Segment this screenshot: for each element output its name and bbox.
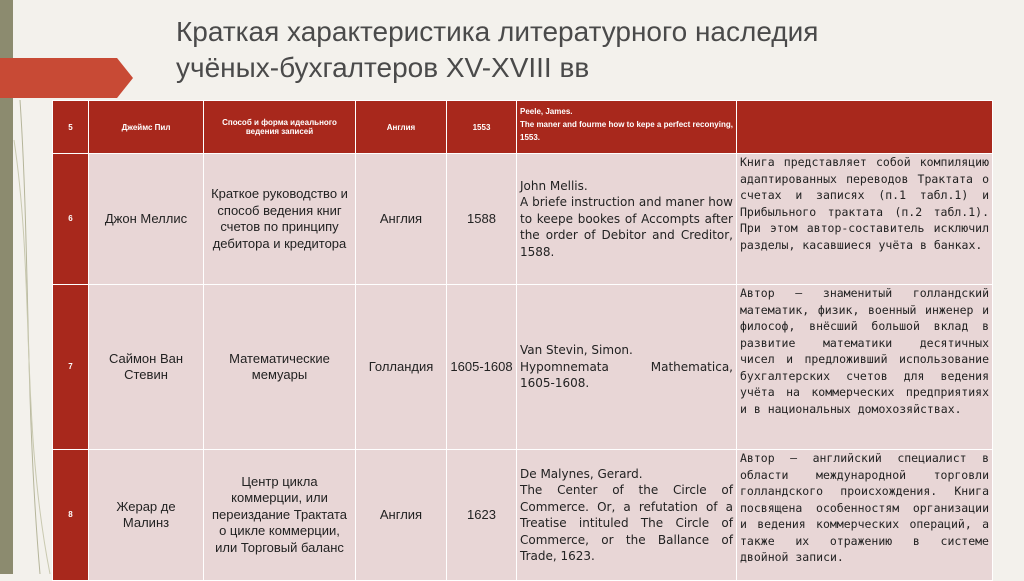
author-cell: Джеймс Пил bbox=[89, 101, 204, 154]
publication-title: The maner and fourme how to kepe a perfect reconying, 1553. bbox=[520, 120, 733, 142]
publication-cell bbox=[517, 450, 737, 581]
year-cell: 1623 bbox=[447, 450, 517, 581]
table-row bbox=[53, 450, 993, 581]
note-cell: Автор – английский специалист в области международной торговли голландского происхождения. Книга посвящена особенностям организации и ведения коммерческих операций, а также их отражению в системе двойной записи. bbox=[737, 450, 993, 581]
row-number: 7 bbox=[53, 285, 89, 450]
table-row bbox=[53, 285, 993, 450]
author-cell: Джон Меллис bbox=[89, 154, 204, 285]
publication-cell bbox=[517, 101, 737, 154]
work-title-cell: Способ и форма идеального ведения записей bbox=[204, 101, 356, 154]
year-cell: 1588 bbox=[447, 154, 517, 285]
title-arrow-banner bbox=[0, 58, 133, 98]
year-cell: 1605-1608 bbox=[447, 285, 517, 450]
heritage-table bbox=[52, 100, 993, 581]
work-title-cell: Математические мемуары bbox=[204, 285, 356, 450]
note-cell: Книга представляет собой компиляцию адаптированных переводов Трактата о счетах и записях (п.1 табл.1) и Прибыльного трактата (п.2 табл.1). При этом автор-составитель исключил разделы, касавшиеся учёта в банках. bbox=[737, 154, 993, 285]
country-cell: Голландия bbox=[356, 285, 447, 450]
title-line-2: учёных-бухгалтеров XV-XVIII вв bbox=[176, 52, 590, 83]
publication-author: Van Stevin, Simon. bbox=[520, 343, 633, 358]
row-number: 6 bbox=[53, 154, 89, 285]
title-line-1: Краткая характеристика литературного наследия bbox=[176, 16, 819, 47]
page-title bbox=[176, 14, 996, 86]
country-cell: Англия bbox=[356, 450, 447, 581]
table-row bbox=[53, 101, 993, 154]
publication-cell bbox=[517, 285, 737, 450]
author-cell: Жерар де Малинз bbox=[89, 450, 204, 581]
country-cell: Англия bbox=[356, 154, 447, 285]
publication-author: De Malynes, Gerard. bbox=[520, 466, 643, 481]
publication-author: Peele, James. bbox=[520, 107, 573, 116]
publication-title: The Center of the Circle of Commerce. Or, a refutation of a Treatise intituled The Circle of Commerce, or the Ballance of Trade, 1623. bbox=[520, 483, 733, 563]
row-number: 5 bbox=[53, 101, 89, 154]
note-cell: Автор – знаменитый голландский математик, физик, военный инженер и философ, внёсший большой вклад в развитие математики десятичных чисел и предложивший использование бухгалтерских счетов для ведения учёта на коммерческих предприятиях и в национальных домохозяйствах. bbox=[737, 285, 993, 450]
table-row bbox=[53, 154, 993, 285]
decorative-lines bbox=[0, 100, 60, 574]
year-cell: 1553 bbox=[447, 101, 517, 154]
work-title-cell: Краткое руководство и способ ведения книг счетов по принципу дебитора и кредитора bbox=[204, 154, 356, 285]
publication-title: Hypomnemata Mathematica, 1605-1608. bbox=[520, 359, 733, 391]
country-cell: Англия bbox=[356, 101, 447, 154]
row-number: 8 bbox=[53, 450, 89, 581]
author-cell: Саймон Ван Стевин bbox=[89, 285, 204, 450]
note-cell bbox=[737, 101, 993, 154]
publication-title: A briefe instruction and maner how to keepe bookes of Accompts after the order of Debitor and Creditor, 1588. bbox=[520, 195, 733, 259]
publication-cell bbox=[517, 154, 737, 285]
work-title-cell: Центр цикла коммерции, или переиздание Трактата о цикле коммерции, или Торговый баланс bbox=[204, 450, 356, 581]
publication-author: John Mellis. bbox=[520, 178, 588, 193]
